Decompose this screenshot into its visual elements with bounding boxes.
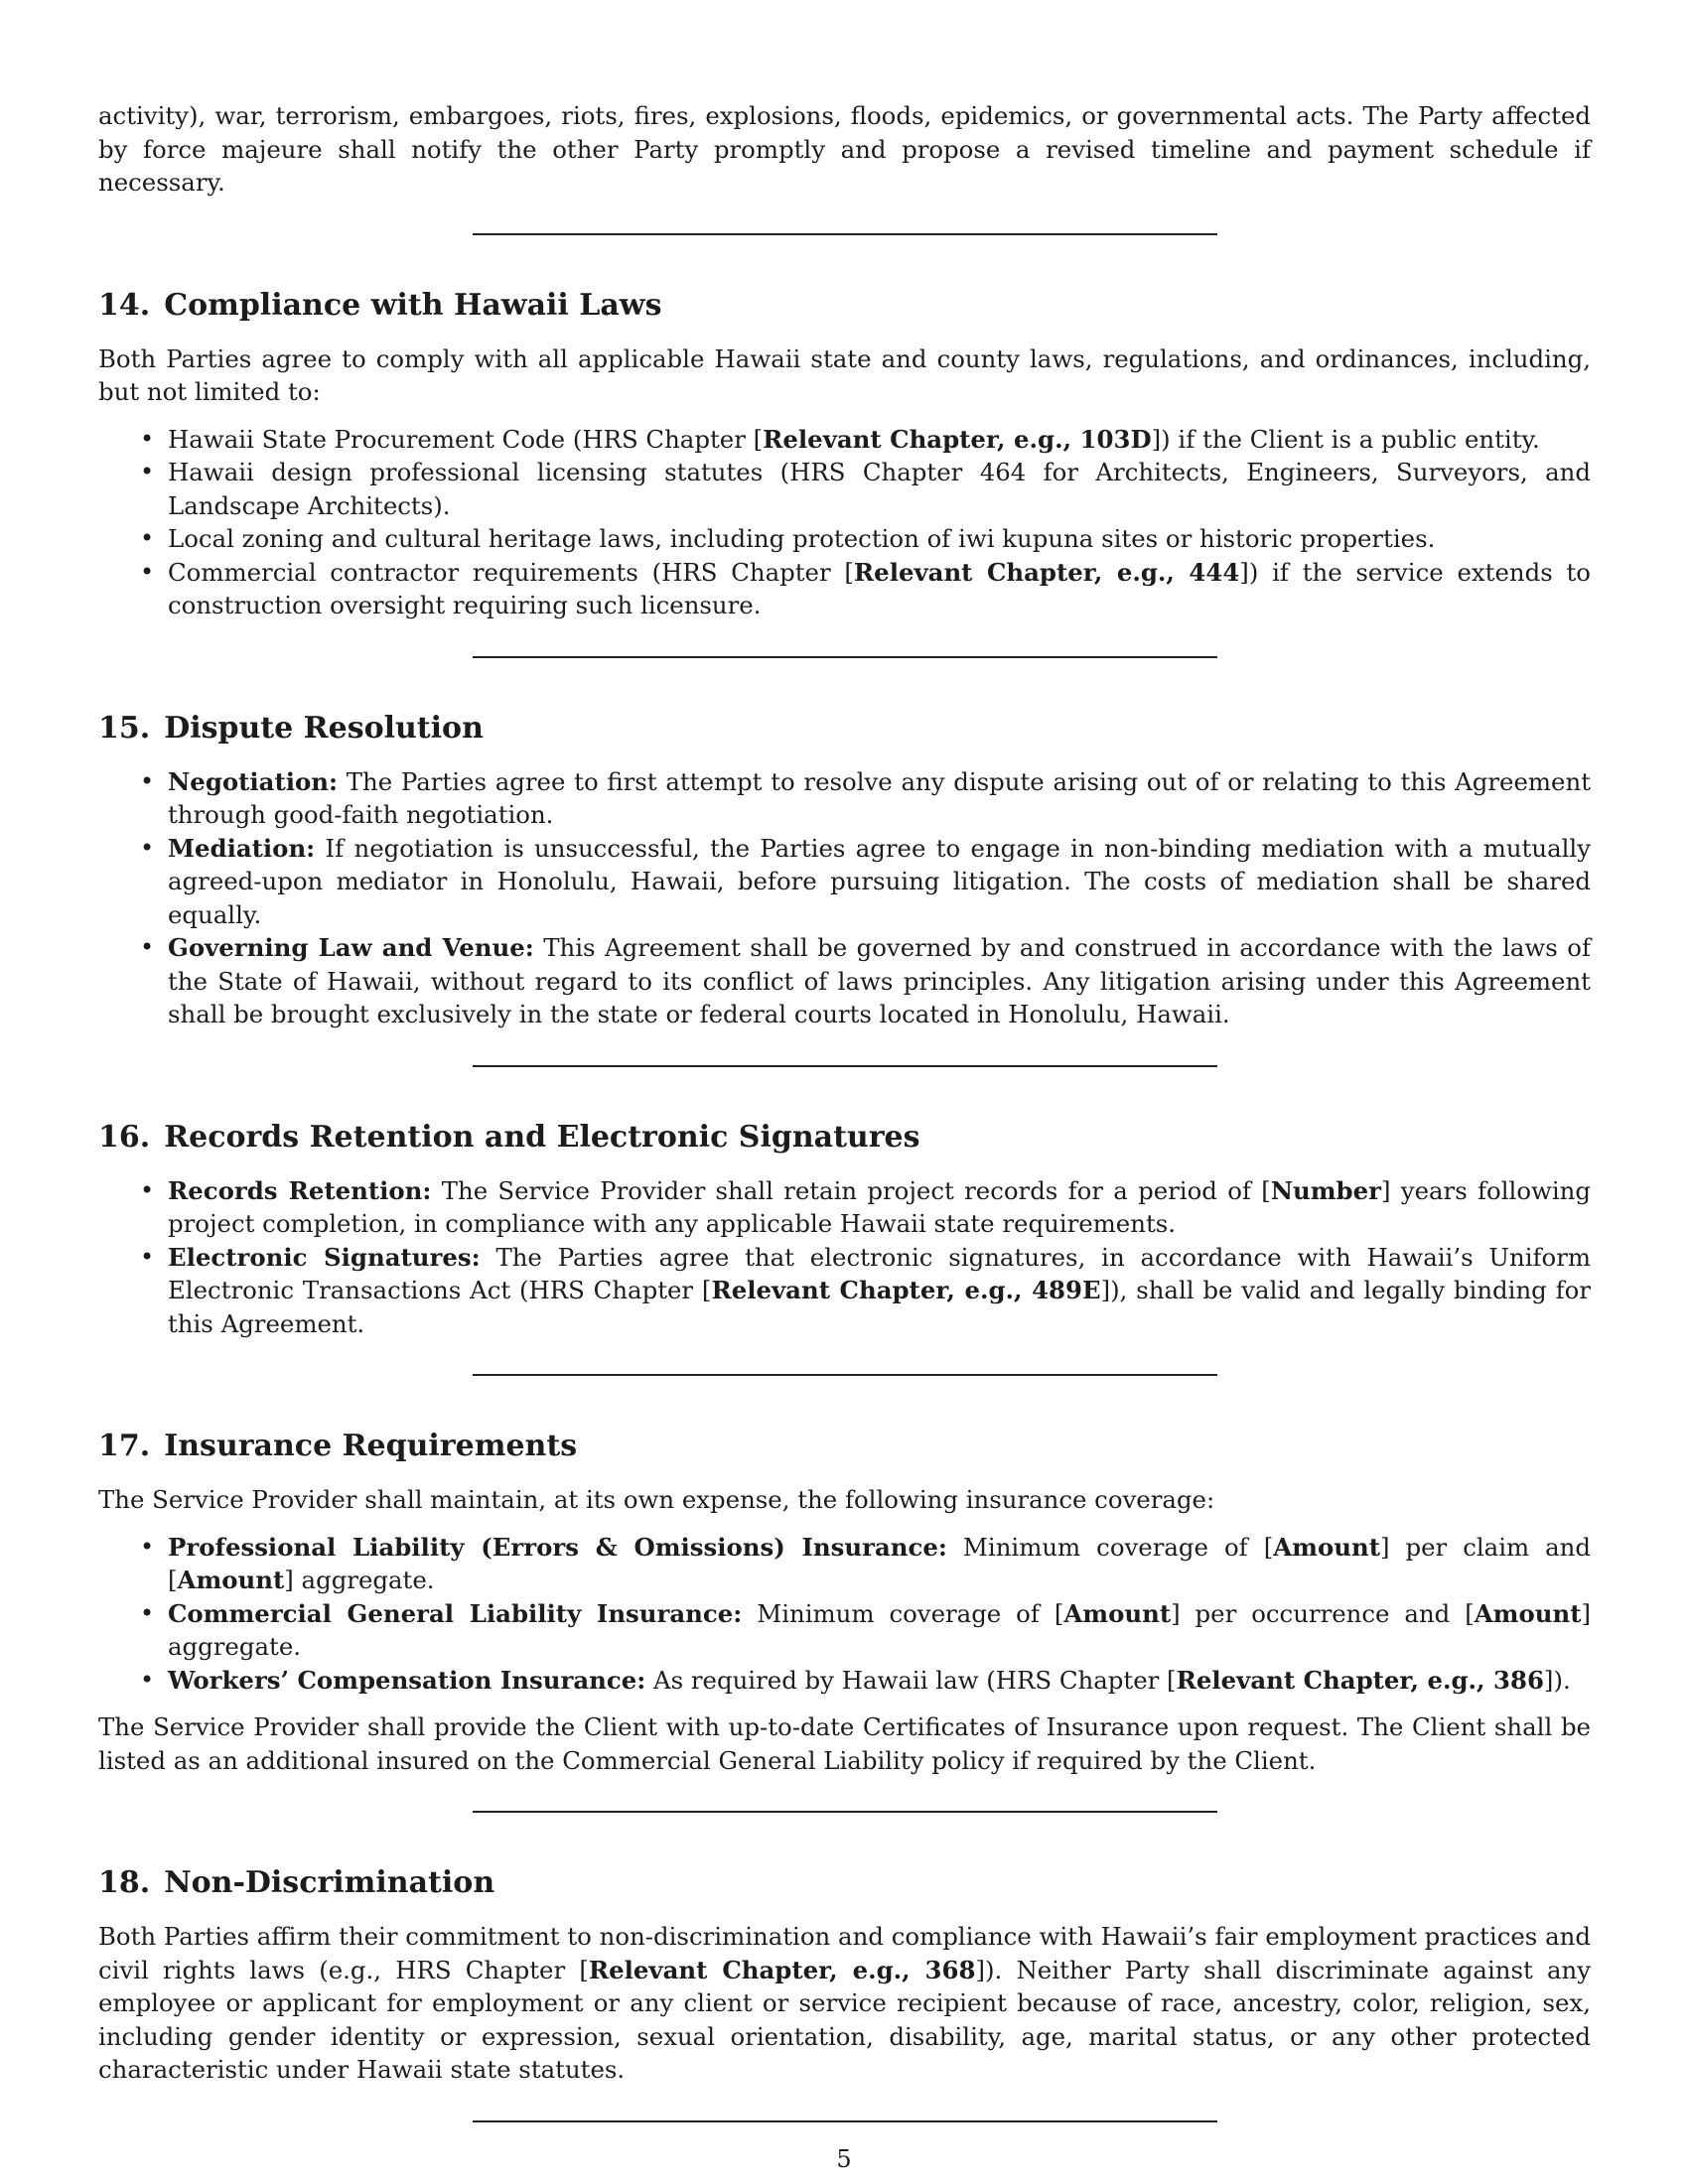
- section-heading: 15. Dispute Resolution: [98, 710, 484, 746]
- list-item: • Hawaii State Procurement Code (HRS Chapter [Relevant Chapter, e.g., 103D]) if the Client is a public entity.: [140, 424, 1540, 454]
- section-divider: [473, 233, 1217, 235]
- list-item: • Records Retention: The Service Provider shall retain project records for a period of [Number] years following project completion, in compliance with any applicable Hawaii state requirements.: [140, 1175, 1592, 1238]
- section-16: [98, 1119, 1591, 1341]
- bullet-list: [98, 423, 1591, 622]
- intro-paragraph: activity), war, terrorism, embargoes, riots, fires, explosions, floods, epidemics, or governmental acts. The Party affected by force majeure shall notify the other Party promptly and propose a revised timeline and payment schedule if necessary.: [98, 101, 1591, 197]
- section-14: [98, 287, 1591, 622]
- section-17: [98, 1428, 1591, 1777]
- section-18: [98, 1864, 1591, 2087]
- section-intro: Both Parties agree to comply with all applicable Hawaii state and county laws, regulations, and ordinances, including, but not limited to:: [98, 343, 1591, 406]
- section-divider: [473, 1374, 1217, 1376]
- bullet-list: [98, 765, 1591, 1031]
- list-item: • Local zoning and cultural heritage laws, including protection of iwi kupuna sites or historic properties.: [140, 524, 1436, 553]
- section-divider: [473, 1065, 1217, 1067]
- section-heading: 16. Records Retention and Electronic Signatures: [98, 1119, 920, 1155]
- section-intro: The Service Provider shall maintain, at its own expense, the following insurance coverage:: [98, 1485, 1215, 1514]
- section-heading: 17. Insurance Requirements: [98, 1429, 578, 1463]
- section-heading: 14. Compliance with Hawaii Laws: [98, 287, 662, 323]
- document-page: [98, 99, 1591, 2174]
- list-item: • Governing Law and Venue: This Agreement shall be governed by and construed in accordance with the laws of the State of Hawaii, without regard to its conflict of laws principles. Any litigation arising under this Agreement shall be brought exclusively in the state or federal courts located in Honolulu, Hawaii.: [140, 933, 1591, 1028]
- bullet-list: [98, 1531, 1591, 1698]
- page-number: 5: [836, 2145, 852, 2173]
- list-item: • Professional Liability (Errors & Omissions) Insurance: Minimum coverage of [Amount] per claim and [Amount] aggregate.: [140, 1532, 1592, 1594]
- list-item: • Negotiation: The Parties agree to first attempt to resolve any dispute arising out of or relating to this Agreement through good-faith negotiation.: [140, 766, 1591, 829]
- list-item: • Electronic Signatures: The Parties agree that electronic signatures, in accordance with Hawaii’s Uniform Electronic Transactions Act (HRS Chapter [Relevant Chapter, e.g., 489E]), shall be valid and legally binding for this Agreement.: [140, 1242, 1591, 1338]
- list-item: • Commercial General Liability Insurance: Minimum coverage of [Amount] per occurrence and [Amount] aggregate.: [140, 1598, 1591, 1661]
- section-15: [98, 710, 1591, 1031]
- list-item: • Mediation: If negotiation is unsuccessful, the Parties agree to engage in non-binding mediation with a mutually agreed-upon mediator in Honolulu, Hawaii, before pursuing litigation. The costs of mediation shall be shared equally.: [140, 833, 1591, 929]
- section-closing: The Service Provider shall provide the Client with up-to-date Certificates of Insurance upon request. The Client shall be listed as an additional insured on the Commercial General Liability policy if required by the Client.: [98, 1712, 1591, 1775]
- section-divider: [473, 2120, 1217, 2122]
- section-heading: 18. Non-Discrimination: [98, 1865, 495, 1900]
- bullet-list: [98, 1174, 1591, 1341]
- section-divider: [473, 656, 1217, 658]
- section-body: Both Parties affirm their commitment to non-discrimination and compliance with Hawaii’s fair employment practices and civil rights laws (e.g., HRS Chapter [Relevant Chapter, e.g., 368]). Neither Party shall discriminate against any employee or applicant for employment or any client or service recipient because of race, ancestry, color, religion, sex, including gender identity or expression, sexual orientation, disability, age, marital status, or any other protected characteristic under Hawaii state statutes.: [98, 1922, 1592, 2084]
- list-item: • Workers’ Compensation Insurance: As required by Hawaii law (HRS Chapter [Relevant Chapter, e.g., 386]).: [140, 1665, 1571, 1695]
- list-item: • Hawaii design professional licensing statutes (HRS Chapter 464 for Architects, Engineers, Surveyors, and Landscape Architects).: [140, 458, 1591, 520]
- section-divider: [473, 1811, 1217, 1813]
- list-item: • Commercial contractor requirements (HRS Chapter [Relevant Chapter, e.g., 444]) if the service extends to construction oversight requiring such licensure.: [140, 557, 1591, 619]
